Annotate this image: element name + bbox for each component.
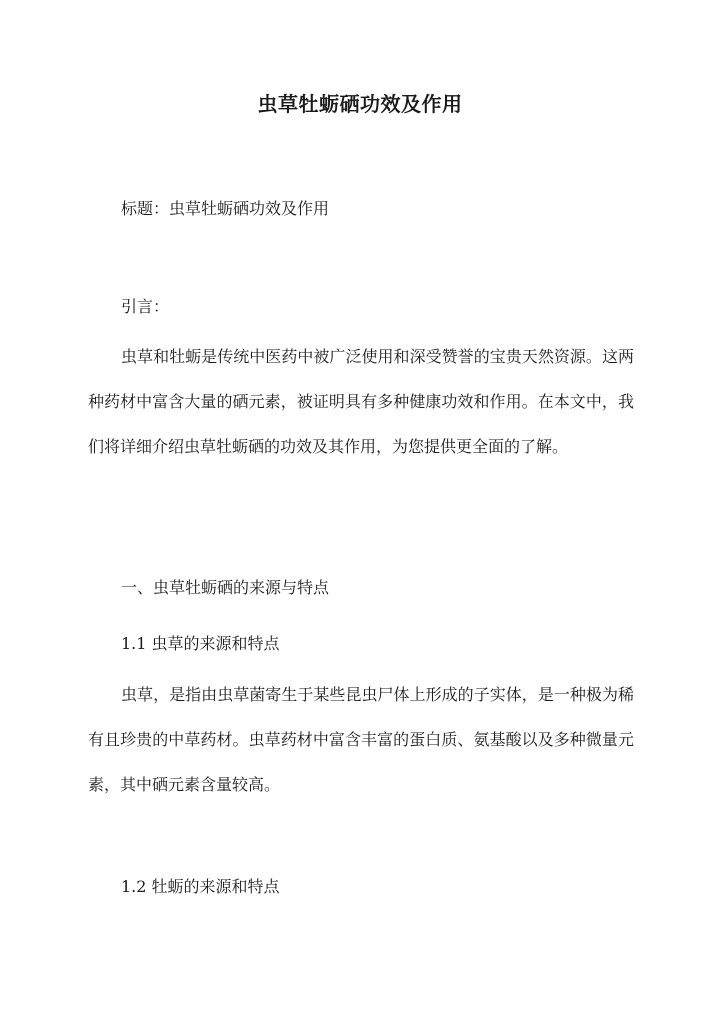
intro-label: 引言： (121, 297, 170, 316)
heading-label: 标题：虫草牡蛎硒功效及作用 (121, 199, 330, 218)
document-title: 虫草牡蛎硒功效及作用 (257, 92, 463, 116)
subsection-paragraph-1-1: 虫草，是指由虫草菌寄生于某些昆虫尸体上形成的子实体，是一种极为稀有且珍贵的中草药材。虫草药材中富含丰富的蛋白质、氨基酸以及多种微量元素，其中硒元素含量较高。 (88, 685, 634, 794)
intro-paragraph: 虫草和牡蛎是传统中医药中被广泛使用和深受赞誉的宝贵天然资源。这两种药材中富含大量的硒元素，被证明具有多种健康功效和作用。在本文中，我们将详细介绍虫草牡蛎硒的功效及其作用，为您提供更全面的了解。 (88, 347, 634, 456)
section-heading-1: 一、虫草牡蛎硒的来源与特点 (121, 578, 330, 597)
subsection-heading-1-2: 1.2 牡蛎的来源和特点 (121, 877, 280, 896)
subsection-heading-1-1: 1.1 虫草的来源和特点 (121, 634, 280, 653)
